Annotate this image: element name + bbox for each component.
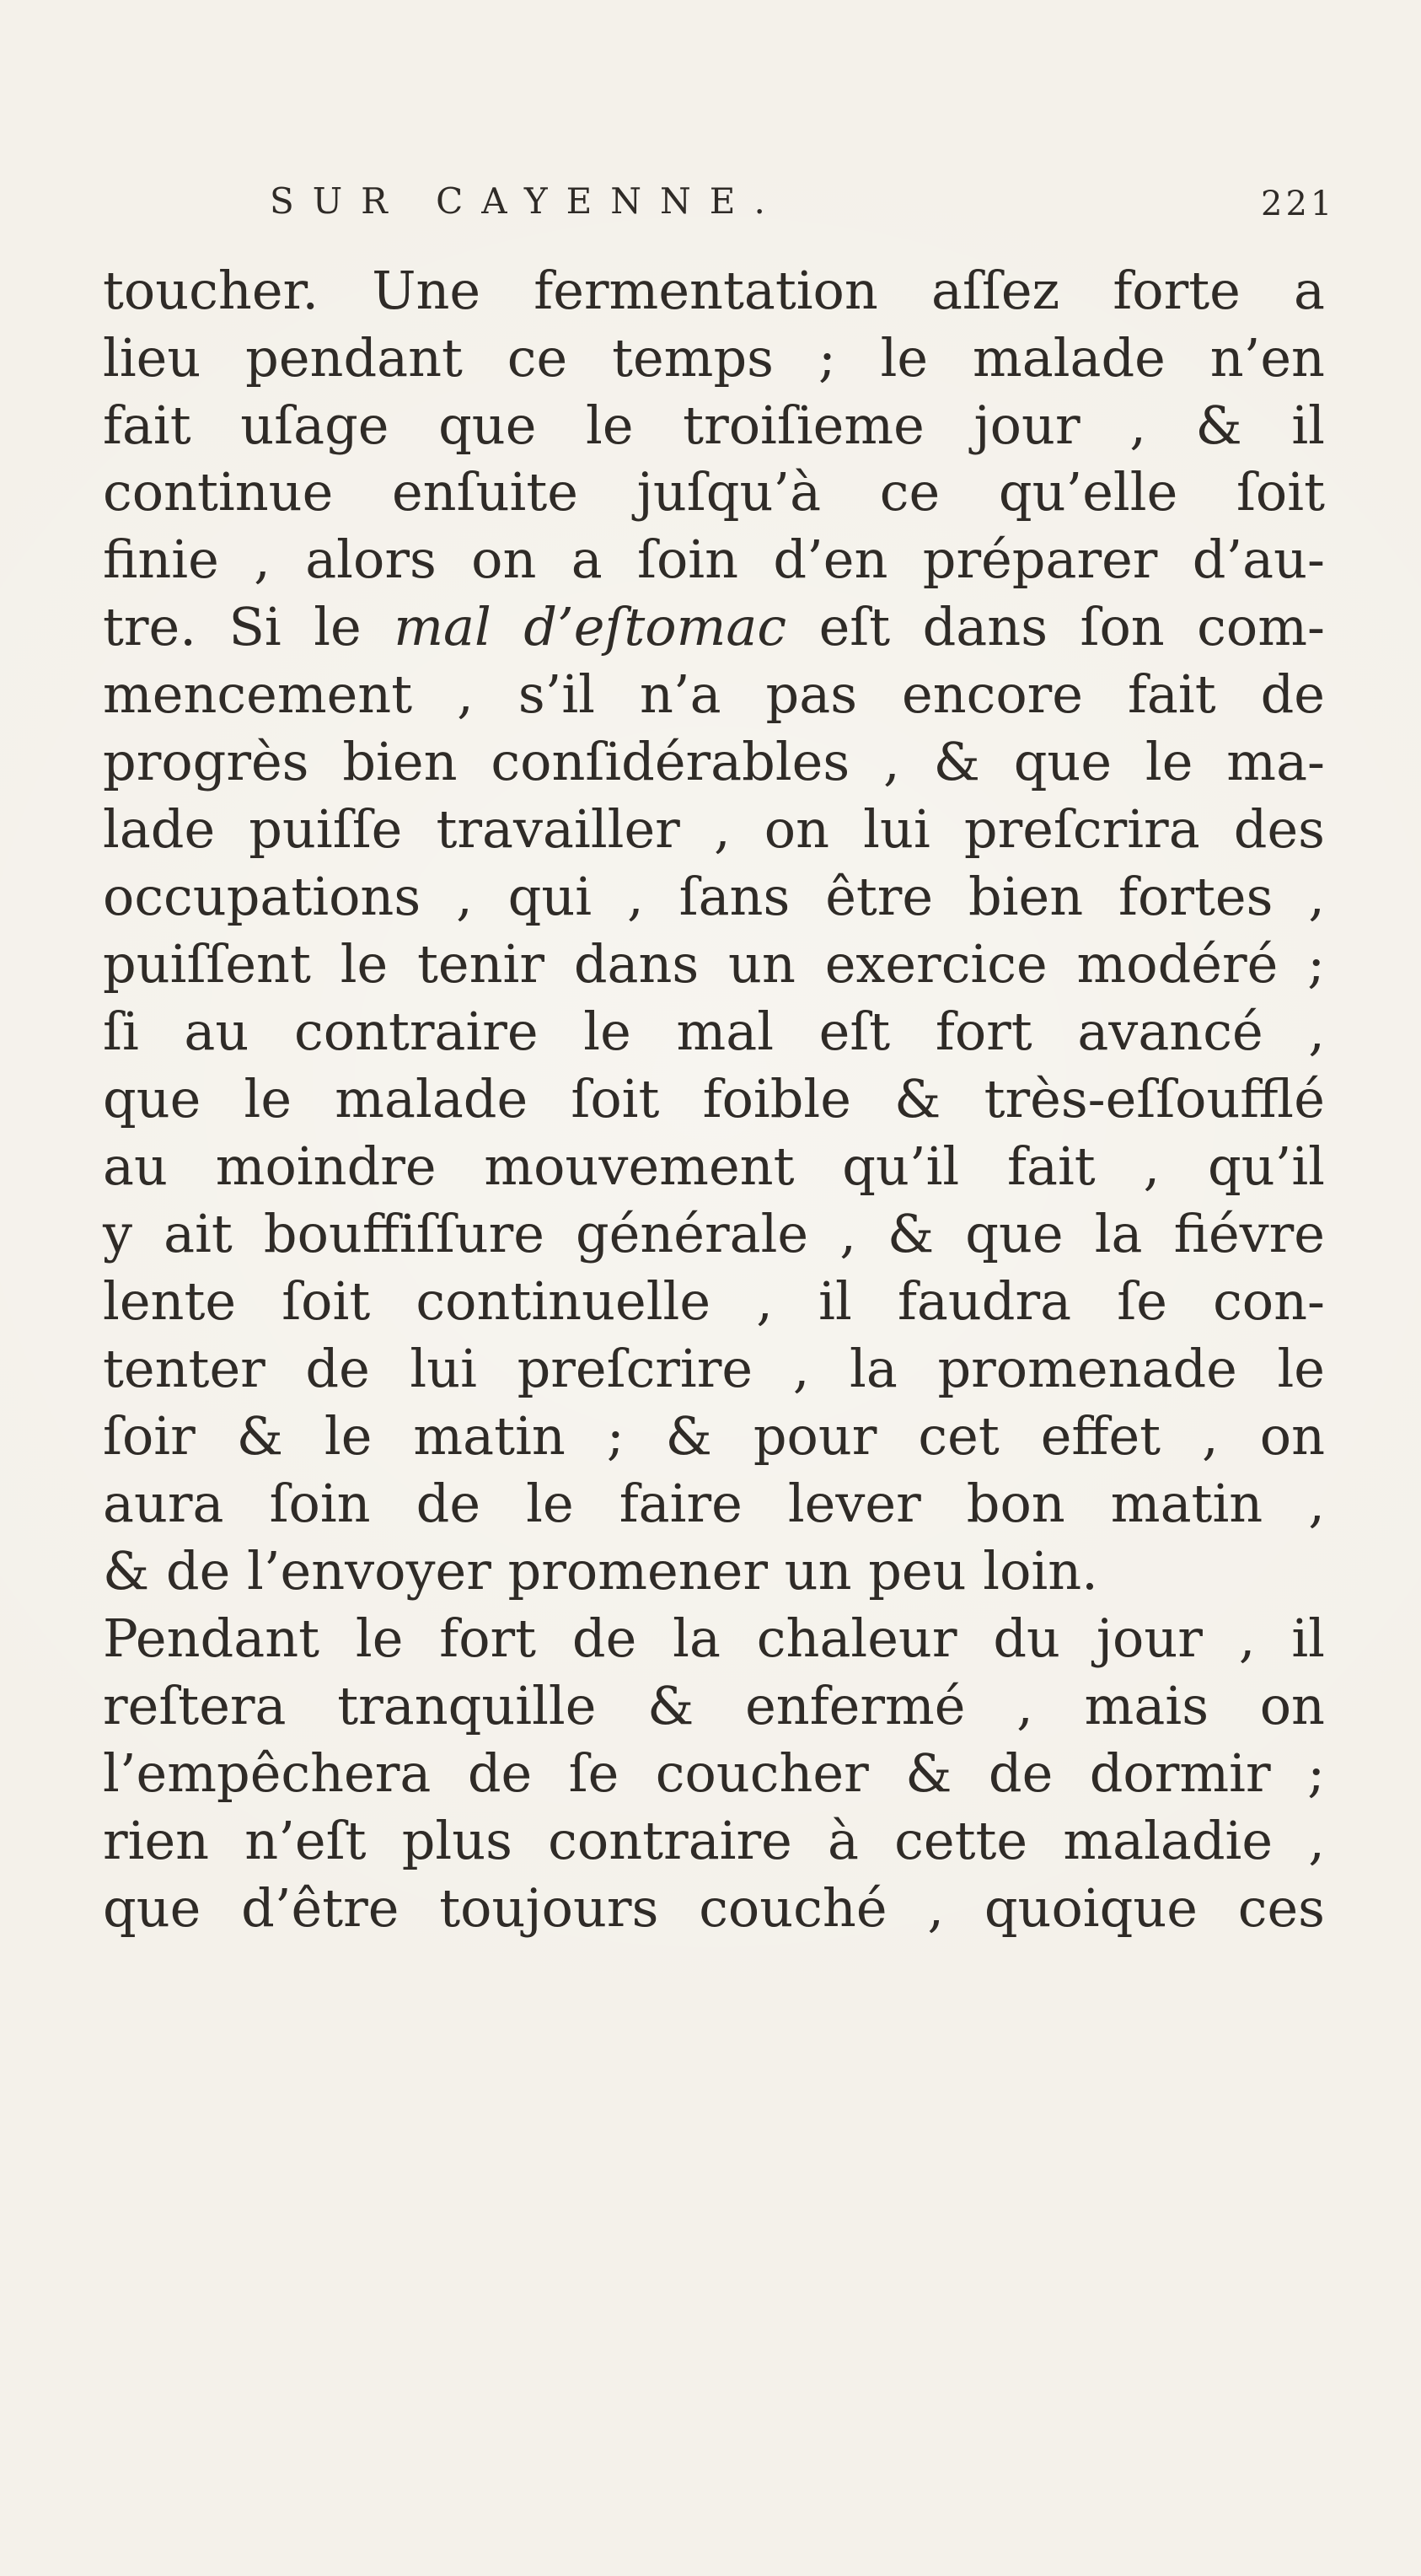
text-line-2: lieu pendant ce temps ; le malade n’en bbox=[103, 327, 1325, 389]
text-line-24: rien n’eſt plus contraire à cette maladie , bbox=[103, 1810, 1325, 1871]
page-number: 221 bbox=[1261, 185, 1336, 223]
text-line-3: fait uſage que le troiſieme jour , & il bbox=[103, 394, 1325, 456]
text-line-14: au moindre mouvement qu’il fait , qu’il bbox=[103, 1135, 1325, 1197]
text-line-20: & de l’envoyer promener un peu loin. bbox=[103, 1540, 1098, 1602]
text-line-9: lade puiſſe travailler , on lui preſcrira des bbox=[103, 798, 1325, 860]
text-line-18: ſoir & le matin ; & pour cet effet , on bbox=[103, 1405, 1325, 1467]
text-line-13: que le malade ſoit foible & très-eſſoufflé bbox=[103, 1068, 1325, 1130]
text-line-8: progrès bien conſidérables , & que le ma- bbox=[103, 731, 1325, 792]
text-line-23: l’empêchera de ſe coucher & de dormir ; bbox=[103, 1742, 1325, 1804]
text-line-17: tenter de lui preſcrire , la promenade le bbox=[103, 1338, 1325, 1399]
header-title: SUR CAYENNE. bbox=[270, 180, 784, 222]
italic-phrase: mal d’eſtomac bbox=[394, 596, 787, 657]
text-line-25: que d’être toujours couché , quoique ces bbox=[103, 1877, 1325, 1939]
text-line-22: reſtera tranquille & enfermé , mais on bbox=[103, 1675, 1325, 1736]
text-line-7: mencement , s’il n’a pas encore fait de bbox=[103, 663, 1325, 725]
text-line-12: ſi au contraire le mal eſt fort avancé , bbox=[103, 1001, 1325, 1062]
text-line-19: aura ſoin de le faire lever bon matin , bbox=[103, 1473, 1325, 1534]
text-line-6 bbox=[103, 596, 1325, 657]
text-line-5: finie , alors on a ſoin d’en préparer d’au- bbox=[103, 529, 1325, 590]
text-line-16: lente ſoit continuelle , il faudra ſe con- bbox=[103, 1270, 1325, 1332]
text-line-4: continue enſuite juſqu’à ce qu’elle ſoit bbox=[103, 461, 1325, 523]
text-line-10: occupations , qui , ſans être bien fortes , bbox=[103, 866, 1325, 927]
text-line-6-after: eſt dans ſon com- bbox=[786, 596, 1325, 657]
text-line-6-before: tre. Si le bbox=[103, 596, 394, 657]
text-line-15: y ait bouffiſſure générale , & que la fiévre bbox=[103, 1203, 1325, 1264]
text-line-1: toucher. Une fermentation aſſez forte a bbox=[103, 260, 1325, 321]
text-line-11: puiſſent le tenir dans un exercice modéré ; bbox=[103, 933, 1325, 995]
text-line-21: Pendant le fort de la chaleur du jour , il bbox=[103, 1607, 1325, 1669]
